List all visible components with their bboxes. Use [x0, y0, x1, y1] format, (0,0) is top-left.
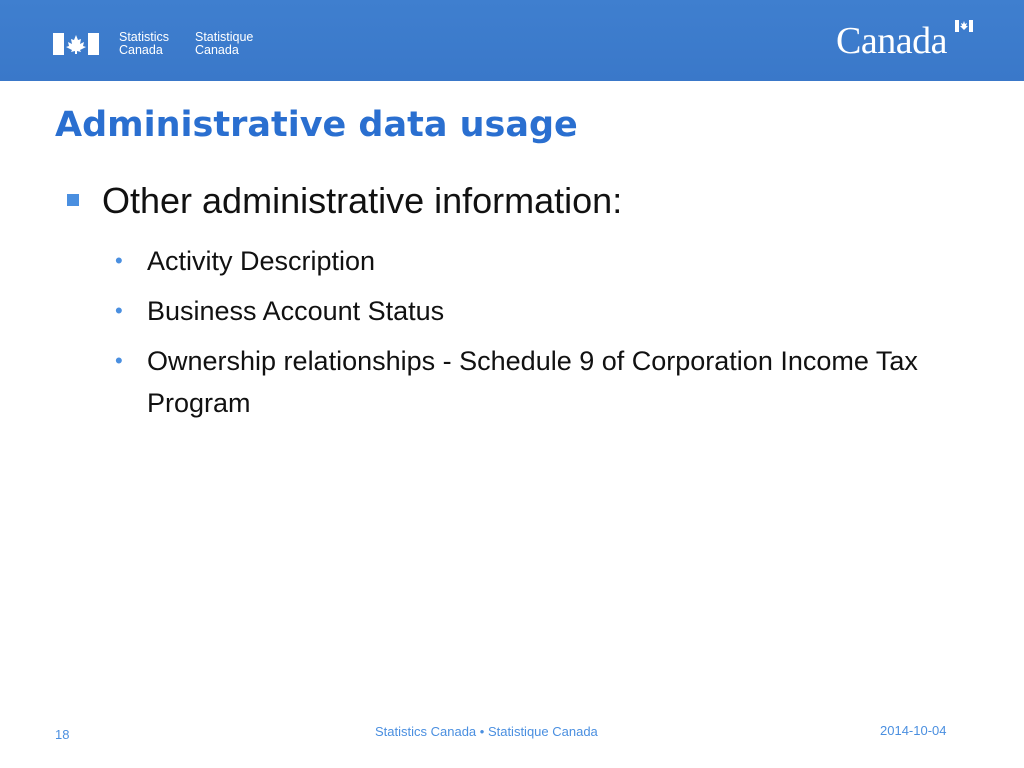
agency-fr-line1: Statistique [195, 30, 254, 44]
sub-bullet-item [113, 240, 973, 282]
slide-title: Administrative data usage [55, 105, 578, 145]
page-number: 18 [55, 727, 70, 742]
header-bar [0, 0, 1024, 81]
agency-en-line2: Canada [119, 43, 163, 57]
square-bullet-icon [67, 194, 79, 206]
footer-agency-text: Statistics Canada • Statistique Canada [375, 724, 598, 739]
agency-name-french [195, 31, 253, 57]
dot-bullet-icon: • [115, 248, 123, 273]
sub-bullet-text: Ownership relationships - Schedule 9 of Corporation Income Tax Program [147, 346, 918, 418]
canada-wordmark: Canada [836, 20, 947, 62]
dot-bullet-icon: • [115, 348, 123, 373]
sub-bullet-item [113, 340, 973, 424]
canada-flag-icon [53, 33, 99, 55]
sub-bullet-list [113, 240, 973, 432]
dot-bullet-icon: • [115, 298, 123, 323]
agency-fr-line2: Canada [195, 43, 239, 57]
footer-date: 2014-10-04 [880, 723, 947, 738]
sub-bullet-item [113, 290, 973, 332]
sub-bullet-text: Business Account Status [147, 296, 445, 326]
agency-en-line1: Statistics [119, 30, 170, 44]
sub-bullet-text: Activity Description [147, 246, 376, 276]
main-bullet-text: Other administrative information: [102, 180, 623, 221]
agency-name-english [119, 31, 169, 57]
wordmark-flag-icon [955, 20, 973, 32]
